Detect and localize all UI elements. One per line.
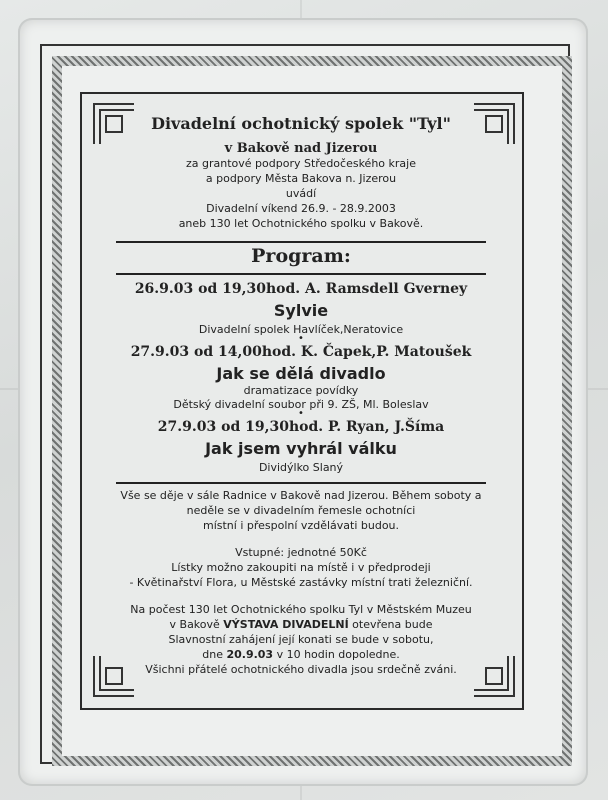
exhibit-line: Všichni přátelé ochotnického divadla jsou srdečně zváni. [145, 663, 457, 676]
performance-company: Dividýlko Slaný [258, 461, 344, 474]
divider [116, 482, 486, 484]
intro-line: a podpory Města Bakova n. Jizerou [205, 172, 397, 185]
exhibit-line: Na počest 130 let Ochotnického spolku Tyl v Městském Muzeu [130, 603, 472, 616]
exhibit-text-part: otevřena bude [348, 618, 433, 631]
exhibit-text [96, 602, 506, 677]
venue-line: Vše se děje v sále Radnice v Bakově nad Jizerou. Během soboty a [120, 489, 482, 502]
program-heading: Program: [251, 245, 351, 267]
performance-header: 26.9.03 od 19,30hod. A. Ramsdell Gverney [134, 281, 468, 297]
venue-line: neděle se v divadelním řemesle ochotníci [186, 504, 416, 517]
poster-title: Divadelní ochotnický spolek "Tyl" [151, 114, 451, 133]
intro-line: za grantové podpory Středočeského kraje [186, 157, 416, 170]
exhibit-highlight: VÝSTAVA DIVADELNÍ [223, 618, 349, 631]
divider [116, 273, 486, 275]
tickets-line: Lístky možno zakoupiti na místě i v předprodeji [171, 561, 431, 574]
exhibit-date: 20.9.03 [226, 648, 274, 661]
venue-text [96, 488, 506, 533]
exhibit-line [96, 647, 506, 662]
tickets-text [96, 545, 506, 590]
performance-title: Jak jsem vyhrál válku [205, 439, 397, 458]
intro-line: Divadelní víkend 26.9. - 28.9.2003 [206, 202, 396, 215]
tickets-line: Vstupné: jednotné 50Kč [235, 546, 367, 559]
exhibit-text-part: dne [202, 648, 227, 661]
exhibit-text-part: v Bakově [169, 618, 224, 631]
exhibit-line [96, 617, 506, 632]
poster-subtitle: v Bakově nad Jizerou [224, 141, 378, 156]
performance-header: 27.9.03 od 19,30hod. P. Ryan, J.Šíma [157, 419, 445, 435]
performance-company: Dětský divadelní soubor při 9. ZŠ, Ml. Boleslav [173, 398, 429, 411]
venue-line: místní i přespolní vzdělávati budou. [202, 519, 400, 532]
exhibit-line: Slavnostní zahájení její konati se bude v sobotu, [168, 633, 434, 646]
performance-title: Jak se dělá divadlo [216, 364, 386, 383]
performance-title: Sylvie [273, 301, 329, 320]
tickets-line: - Květinařství Flora, u Městské zastávky místní trati železniční. [129, 576, 473, 589]
poster-content [96, 108, 506, 677]
bullet-separator: • [298, 333, 304, 344]
performance-header: 27.9.03 od 14,00hod. K. Čapek,P. Matoušek [130, 344, 472, 360]
performance-note: dramatizace povídky [243, 384, 359, 397]
intro-line: aneb 130 let Ochotnického spolku v Bakově. [178, 217, 424, 230]
divider [116, 241, 486, 243]
intro-line: uvádí [285, 187, 317, 200]
performance-company: Divadelní spolek Havlíček,Neratovice [198, 323, 404, 336]
bullet-separator: • [298, 408, 304, 419]
exhibit-text-part: v 10 hodin dopoledne. [273, 648, 400, 661]
